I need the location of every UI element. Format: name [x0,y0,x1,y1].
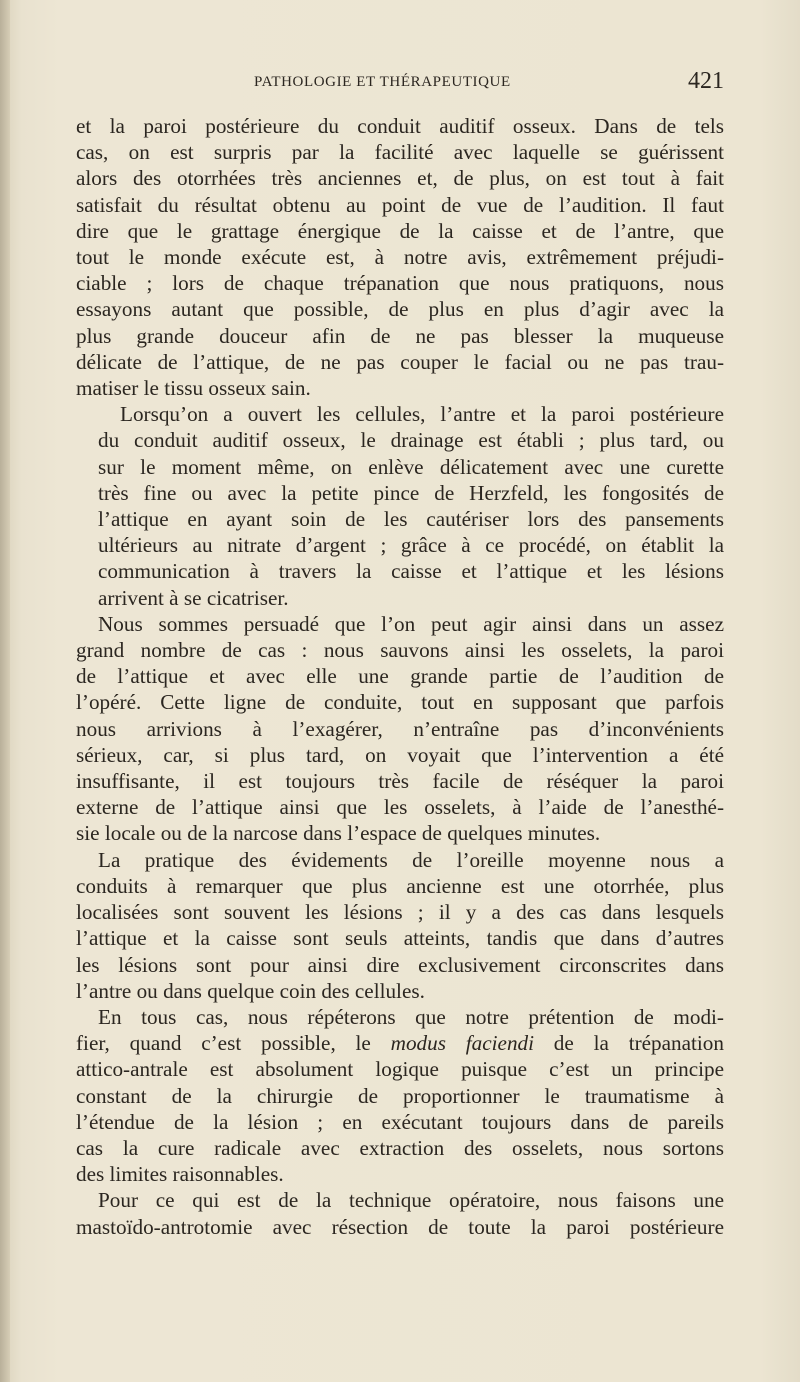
text-line: La pratique des évidements de l’oreille moyenne nous a [98,847,724,872]
text-line [76,1030,724,1056]
text-line: sur le moment même, on enlève délicatement avec une curette [98,454,724,479]
text-line: nous arrivions à l’exagérer, n’entraîne pas d’inconvénients [76,716,724,741]
text-line: l’antre ou dans quelque coin des cellules. [76,978,425,1003]
page-binding-edge [0,0,10,1382]
text-line: sérieux, car, si plus tard, on voyait que l’intervention a été [76,742,724,767]
text-line: très fine ou avec la petite pince de Herzfeld, les fongosités de [98,480,724,505]
text-fragment: fier, quand c’est possible, le [76,1031,391,1056]
text-line: Lorsqu’on a ouvert les cellules, l’antre et la paroi postérieure [120,402,724,427]
text-line: communication à travers la caisse et l’attique et les lésions [98,559,724,584]
text-line: l’attique en ayant soin de les cautériser lors des pansements [98,507,724,532]
text-line: et la paroi postérieure du conduit auditif osseux. Dans de tels [76,114,724,138]
text-line: Nous sommes persuadé que l’on peut agir ainsi dans un assez [98,611,724,636]
paragraph-5 [76,1004,724,1187]
text-line: conduits à remarquer que plus ancienne est une otorrhée, plus [76,873,724,898]
text-line: ciable ; lors de chaque trépanation que nous pratiquons, nous [76,271,724,296]
running-head: PATHOLOGIE ET THÉRAPEUTIQUE [254,74,511,90]
text-line: du conduit auditif osseux, le drainage est établi ; plus tard, ou [98,428,724,453]
text-line: tout le monde exécute est, à notre avis, extrêmement préjudi- [76,245,724,270]
text-line: dire que le grattage énergique de la caisse et de l’antre, que [76,218,724,243]
text-line: satisfait du résultat obtenu au point de vue de l’audition. Il faut [76,192,724,217]
paragraph-1 [76,113,724,401]
text-line: alors des otorrhées très anciennes et, de plus, on est tout à fait [76,166,724,191]
text-line: arrivent à se cicatriser. [98,585,289,610]
text-line: mastoïdo-antrotomie avec résection de toute la paroi postérieure [76,1214,724,1239]
text-line: l’attique et la caisse sont seuls atteints, tandis que dans d’autres [76,926,724,951]
text-line: les lésions sont pour ainsi dire exclusivement circonscrites dans [76,952,724,977]
text-line: sie locale ou de la narcose dans l’espace de quelques minutes. [76,821,601,846]
text-fragment: de la trépanation [534,1031,724,1056]
text-line: Pour ce qui est de la technique opératoire, nous faisons une [98,1188,724,1213]
italic-phrase: modus faciendi [390,1031,535,1056]
body-text [76,113,724,1240]
text-line: l’opéré. Cette ligne de conduite, tout en supposant que parfois [76,690,724,715]
text-line: l’étendue de la lésion ; en exécutant toujours dans de pareils [76,1109,724,1134]
text-line: ultérieurs au nitrate d’argent ; grâce à ce procédé, on établit la [98,533,724,558]
text-line: grand nombre de cas : nous sauvons ainsi les osselets, la paroi [76,638,724,663]
text-line: constant de la chirurgie de proportionner le traumatisme à [76,1083,724,1108]
text-line: de l’attique et avec elle une grande partie de l’audition de [76,664,724,689]
text-line: insuffisante, il est toujours très facile de réséquer la paroi [76,769,724,794]
text-line: cas, on est surpris par la facilité avec laquelle se guérissent [76,140,724,165]
text-line: plus grande douceur afin de ne pas blesser la muqueuse [76,323,724,348]
text-line: externe de l’attique ainsi que les osselets, à l’aide de l’anesthé- [76,795,724,820]
text-line: délicate de l’attique, de ne pas couper le facial ou ne pas trau- [76,349,724,374]
paragraph-6 [76,1187,724,1239]
page-number: 421 [688,68,724,94]
paragraph-3 [76,611,724,847]
text-line: localisées sont souvent les lésions ; il y a des cas dans lesquels [76,900,724,925]
text-line: essayons autant que possible, de plus en plus d’agir avec la [76,297,724,322]
paragraph-4 [76,847,724,1004]
text-line: En tous cas, nous répéterons que notre prétention de modi- [98,1004,724,1029]
text-line: attico-antrale est absolument logique puisque c’est un principe [76,1057,724,1082]
text-line: des limites raisonnables. [76,1162,284,1187]
text-line: matiser le tissu osseux sain. [76,376,311,401]
paragraph-2 [76,401,724,611]
text-line: cas la cure radicale avec extraction des osselets, nous sortons [76,1135,724,1160]
page-header [76,68,724,98]
